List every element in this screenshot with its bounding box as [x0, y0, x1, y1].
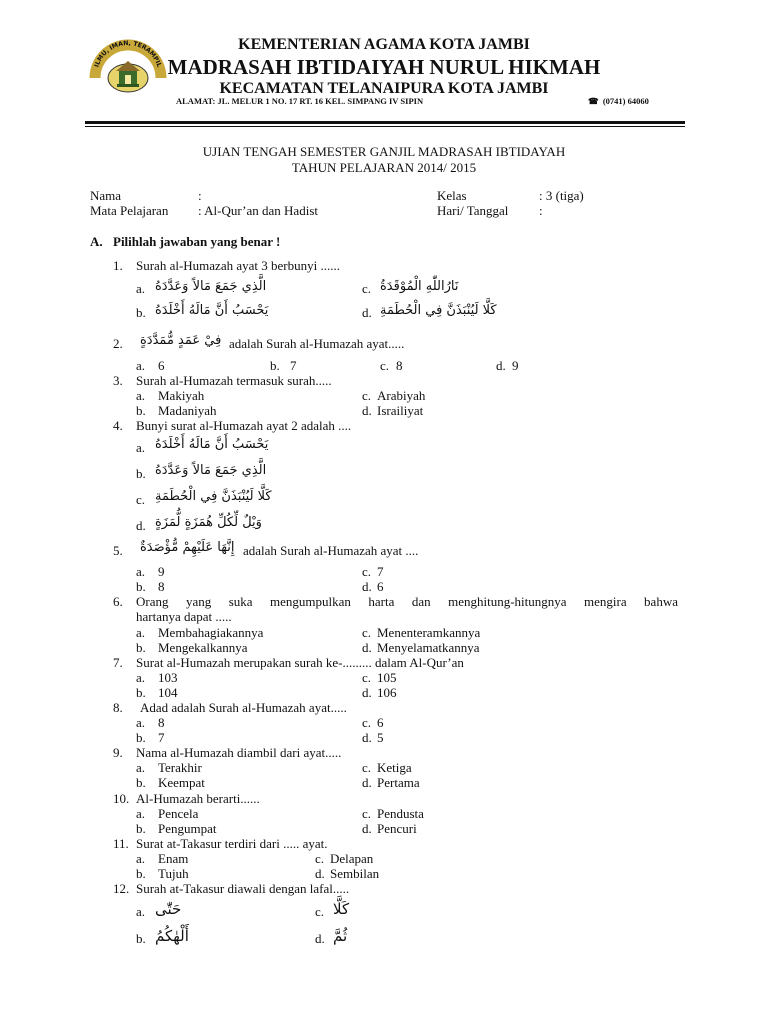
- q10-d-label: d.: [362, 821, 372, 836]
- q11-c-value: Delapan: [330, 851, 374, 866]
- q2-c-value: 8: [396, 358, 403, 373]
- q3-d-label: d.: [362, 403, 372, 418]
- q9-d-value: Pertama: [377, 775, 420, 790]
- q11-d-value: Sembilan: [330, 866, 380, 881]
- q7-c-value: 105: [377, 670, 397, 685]
- q11-a-label: a.: [136, 851, 146, 866]
- district-title: KECAMATAN TELANAIPURA KOTA JAMBI: [219, 80, 549, 97]
- q1-d-arabic: كَلَّا لَيُنْبَذَنَّ فِي الْحُطَمَةِ: [380, 303, 497, 318]
- q3-d-value: Israiliyat: [377, 403, 424, 418]
- svg-text:ILMU, IMAN, TERAMPIL: ILMU, IMAN, TERAMPIL: [93, 39, 163, 69]
- q5-a-value: 9: [158, 564, 165, 579]
- q4-b-label: b.: [136, 466, 146, 481]
- q1-c-arabic: نَارُاللّٰهِ الْمُوْقَدَةُ: [380, 279, 459, 294]
- phone-number: ☎ (0741) 64060: [588, 96, 649, 106]
- q1-a-arabic: الَّذِي جَمَعَ مَالاً وَعَدَّدَهُ: [155, 279, 267, 294]
- q5-arabic: إِنَّهَا عَلَيْهِمْ مُّؤْصَدَةٌ: [140, 540, 235, 555]
- ministry-title: KEMENTERIAN AGAMA KOTA JAMBI: [238, 36, 530, 53]
- q7-b-label: b.: [136, 685, 146, 700]
- q2-b-label: b.: [270, 358, 280, 373]
- q7-text: Surat al-Humazah merupakan surah ke-......... dalam Al-Qur’an: [136, 655, 464, 670]
- q7-d-label: d.: [362, 685, 372, 700]
- q11-text: Surat at-Takasur terdiri dari ..... ayat.: [136, 836, 328, 851]
- q6-c-label: c.: [362, 625, 372, 640]
- mapel-value: : Al-Qur’an dan Hadist: [198, 203, 318, 218]
- q6-a-label: a.: [136, 625, 146, 640]
- q8-a-value: 8: [158, 715, 165, 730]
- q12-number: 12.: [113, 881, 130, 896]
- q12-a-label: a.: [136, 904, 146, 919]
- q4-c-arabic: كَلَّا لَيُنْبَذَنَّ فِي الْحُطَمَةِ: [155, 489, 272, 504]
- q3-c-value: Arabiyah: [377, 388, 426, 403]
- q12-b-arabic: أَلْهٰكُمُ: [155, 927, 189, 945]
- q9-d-label: d.: [362, 775, 372, 790]
- q10-a-value: Pencela: [158, 806, 199, 821]
- nama-sep: :: [198, 188, 202, 203]
- kelas-value: : 3 (tiga): [539, 188, 584, 203]
- hari-sep: :: [539, 203, 543, 218]
- q6-b-label: b.: [136, 640, 146, 655]
- q1-d-label: d.: [362, 305, 372, 320]
- q2-arabic: فِيْ عَمَدٍ مُّمَدَّدَةٍ: [140, 333, 222, 348]
- q3-a-value: Makiyah: [158, 388, 205, 403]
- q1-a-label: a.: [136, 281, 146, 296]
- q10-c-label: c.: [362, 806, 372, 821]
- q4-d-arabic: وَيْلٌ لِّكُلِّ هُمَزَةٍ لُّمَزَةٍ: [155, 515, 262, 530]
- q8-a-label: a.: [136, 715, 146, 730]
- q4-c-label: c.: [136, 492, 146, 507]
- q6-a-value: Membahagiakannya: [158, 625, 264, 640]
- q8-c-value: 6: [377, 715, 384, 730]
- q9-text: Nama al-Humazah diambil dari ayat.....: [136, 745, 342, 760]
- q11-b-value: Tujuh: [158, 866, 189, 881]
- header-rule-thin: [85, 126, 685, 127]
- q1-b-label: b.: [136, 305, 146, 320]
- q8-d-value: 5: [377, 730, 384, 745]
- q5-number: 5.: [113, 543, 123, 558]
- q12-b-label: b.: [136, 931, 146, 946]
- q3-number: 3.: [113, 373, 123, 388]
- q8-b-value: 7: [158, 730, 165, 745]
- phone-icon: ☎: [588, 96, 599, 106]
- q4-number: 4.: [113, 418, 123, 433]
- q1-number: 1.: [113, 258, 123, 273]
- exam-title: UJIAN TENGAH SEMESTER GANJIL MADRASAH IBTIDAYAH: [202, 144, 566, 159]
- q7-c-label: c.: [362, 670, 372, 685]
- q3-b-label: b.: [136, 403, 146, 418]
- q4-text: Bunyi surat al-Humazah ayat 2 adalah ....: [136, 418, 352, 433]
- address-line: ALAMAT: JL. MELUR 1 NO. 17 RT. 16 KEL. SIMPANG IV SIPIN: [176, 96, 424, 106]
- q2-b-value: 7: [290, 358, 297, 373]
- q3-a-label: a.: [136, 388, 146, 403]
- q8-text: Adad adalah Surah al-Humazah ayat.....: [140, 700, 347, 715]
- q1-b-arabic: يَحْسَبُ أَنَّ مَالَهُ أَخْلَدَهُ: [155, 303, 269, 318]
- q5-text: adalah Surah al-Humazah ayat ....: [243, 543, 419, 558]
- nama-label: Nama: [90, 188, 122, 203]
- q10-a-label: a.: [136, 806, 146, 821]
- q5-b-label: b.: [136, 579, 146, 594]
- q12-c-arabic: كَلَّا: [333, 900, 350, 918]
- q2-c-label: c.: [380, 358, 390, 373]
- q10-text: Al-Humazah berarti......: [136, 791, 260, 806]
- q6-number: 6.: [113, 594, 123, 609]
- q2-d-label: d.: [496, 358, 506, 373]
- q6-d-value: Menyelamatkannya: [377, 640, 480, 655]
- q3-text: Surah al-Humazah termasuk surah.....: [136, 373, 332, 388]
- q9-b-value: Keempat: [158, 775, 205, 790]
- kelas-label: Kelas: [437, 188, 467, 203]
- q9-number: 9.: [113, 745, 123, 760]
- q8-b-label: b.: [136, 730, 146, 745]
- header-rule-thick: [85, 121, 685, 124]
- q9-b-label: b.: [136, 775, 146, 790]
- q5-b-value: 8: [158, 579, 165, 594]
- q9-a-label: a.: [136, 760, 146, 775]
- q2-d-value: 9: [512, 358, 519, 373]
- q7-a-value: 103: [158, 670, 178, 685]
- q12-a-arabic: حَتّٰى: [155, 900, 182, 918]
- school-name: MADRASAH IBTIDAIYAH NURUL HIKMAH: [167, 55, 601, 79]
- q5-a-label: a.: [136, 564, 146, 579]
- q6-text-line1: Orang yang suka mengumpulkan harta dan menghitung-hitungnya mengira bahwa: [136, 594, 678, 609]
- q9-a-value: Terakhir: [158, 760, 202, 775]
- q4-a-label: a.: [136, 440, 146, 455]
- q11-c-label: c.: [315, 851, 325, 866]
- q1-c-label: c.: [362, 281, 372, 296]
- exam-year: TAHUN PELAJARAN 2014/ 2015: [291, 160, 477, 175]
- q10-b-value: Pengumpat: [158, 821, 217, 836]
- q10-c-value: Pendusta: [377, 806, 424, 821]
- q8-c-label: c.: [362, 715, 372, 730]
- q5-c-label: c.: [362, 564, 372, 579]
- q6-d-label: d.: [362, 640, 372, 655]
- q10-d-value: Pencuri: [377, 821, 417, 836]
- q12-d-arabic: ثُمَّ: [333, 927, 348, 945]
- q4-a-arabic: يَحْسَبُ أَنَّ مَالَهُ أَخْلَدَهُ: [155, 437, 269, 452]
- q5-d-label: d.: [362, 579, 372, 594]
- q3-b-value: Madaniyah: [158, 403, 217, 418]
- section-label: A.: [90, 234, 103, 249]
- q12-c-label: c.: [315, 904, 325, 919]
- q10-b-label: b.: [136, 821, 146, 836]
- q5-d-value: 6: [377, 579, 384, 594]
- q2-a-value: 6: [158, 358, 165, 373]
- q8-d-label: d.: [362, 730, 372, 745]
- q7-number: 7.: [113, 655, 123, 670]
- section-title: Pilihlah jawaban yang benar !: [113, 234, 281, 249]
- q7-a-label: a.: [136, 670, 146, 685]
- q4-b-arabic: الَّذِي جَمَعَ مَالاً وَعَدَّدَهُ: [155, 463, 267, 478]
- q11-d-label: d.: [315, 866, 325, 881]
- q11-number: 11.: [113, 836, 129, 851]
- q2-number: 2.: [113, 336, 123, 351]
- q11-a-value: Enam: [158, 851, 189, 866]
- q6-b-value: Mengekalkannya: [158, 640, 248, 655]
- q6-text-line2: hartanya dapat .....: [136, 609, 232, 624]
- q9-c-value: Ketiga: [377, 760, 412, 775]
- q6-c-value: Menenteramkannya: [377, 625, 481, 640]
- q9-c-label: c.: [362, 760, 372, 775]
- q7-d-value: 106: [377, 685, 397, 700]
- q1-text: Surah al-Humazah ayat 3 berbunyi ......: [136, 258, 340, 273]
- q5-c-value: 7: [377, 564, 384, 579]
- q2-text: adalah Surah al-Humazah ayat.....: [229, 336, 405, 351]
- q2-a-label: a.: [136, 358, 146, 373]
- q12-d-label: d.: [315, 931, 325, 946]
- q7-b-value: 104: [158, 685, 178, 700]
- q3-c-label: c.: [362, 388, 372, 403]
- q11-b-label: b.: [136, 866, 146, 881]
- q8-number: 8.: [113, 700, 123, 715]
- hari-label: Hari/ Tanggal: [437, 203, 509, 218]
- mapel-label: Mata Pelajaran: [90, 203, 169, 218]
- q10-number: 10.: [113, 791, 130, 806]
- q4-d-label: d.: [136, 518, 146, 533]
- q12-text: Surah at-Takasur diawali dengan lafal.....: [136, 881, 350, 896]
